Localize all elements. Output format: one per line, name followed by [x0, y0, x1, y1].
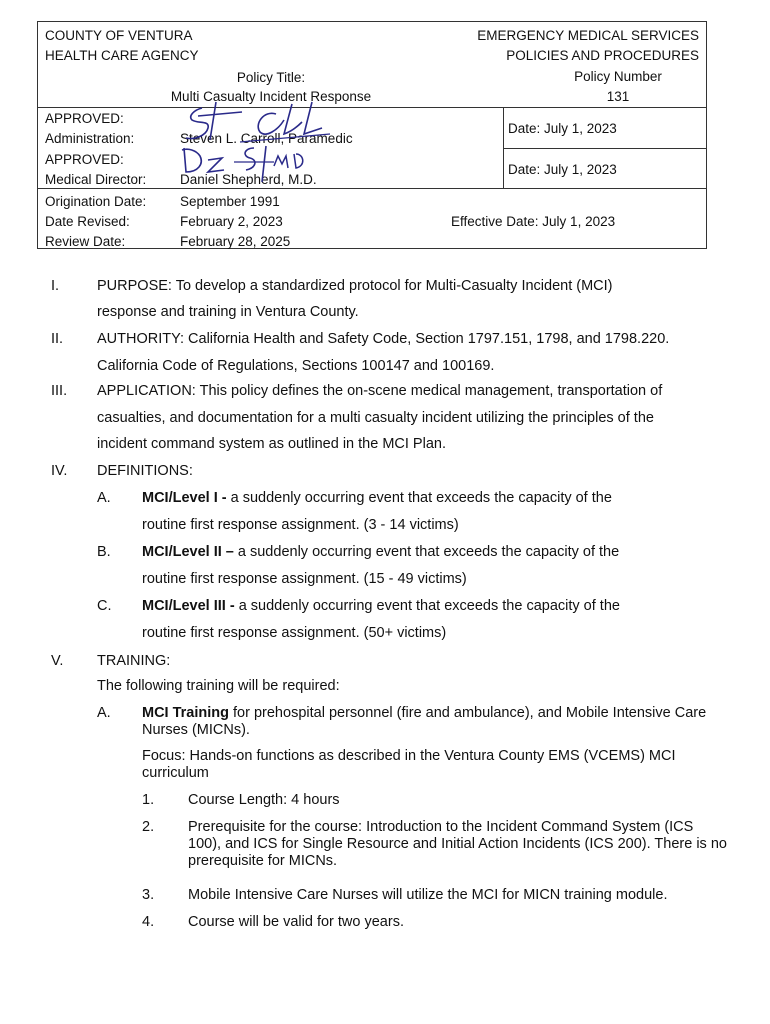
- definition-term: MCI/Level II –: [142, 544, 234, 560]
- agency-line2: HEALTH CARE AGENCY: [45, 48, 199, 63]
- purpose-text-line2: response and training in Ventura County.: [97, 304, 359, 320]
- definition-item-line2: routine first response assignment. (3 - 14 victims): [142, 517, 459, 533]
- training-item-text: Prerequisite for the course: Introduction to the Incident Command System (ICS 100), and ICS for Single Resource and Initial Action Incidents (ICS 200). There is no prerequisite for MICNs.: [188, 819, 727, 869]
- section-number: II.: [51, 331, 64, 347]
- section-number: IV.: [51, 463, 68, 479]
- section-number: I.: [51, 278, 60, 294]
- md-signature: [178, 142, 328, 188]
- header-divider: [38, 107, 706, 108]
- approved-label: APPROVED:: [45, 111, 124, 126]
- application-text-line1: APPLICATION: This policy defines the on-scene medical management, transportation of: [97, 383, 663, 399]
- training-item-a: [142, 705, 742, 739]
- definition-text: a suddenly occurring event that exceeds the capacity of the: [233, 544, 620, 560]
- policy-number-label: Policy Number: [574, 69, 662, 84]
- definition-letter: B.: [97, 544, 111, 560]
- policy-title-label: Policy Title:: [236, 70, 306, 85]
- definition-text: a suddenly occurring event that exceeds the capacity of the: [226, 490, 612, 506]
- authority-text-line2: California Code of Regulations, Sections 100147 and 100169.: [97, 358, 495, 374]
- policy-title: Multi Casualty Incident Response: [170, 89, 372, 104]
- training-item-number: 3.: [142, 887, 155, 903]
- training-letter: A.: [97, 705, 111, 721]
- training-title: TRAINING:: [97, 653, 171, 669]
- training-term: MCI Training: [142, 705, 229, 721]
- admin-name: Steven L. Carroll, Paramedic: [180, 131, 353, 146]
- section-number: V.: [51, 653, 64, 669]
- md-date: Date: July 1, 2023: [508, 162, 617, 177]
- dept-line2: POLICIES AND PROCEDURES: [506, 48, 699, 63]
- definition-item-line1: [142, 545, 619, 560]
- revised-label: Date Revised:: [45, 214, 130, 229]
- authority-text-line1: AUTHORITY: California Health and Safety Code, Section 1797.151, 1798, and 1798.220.: [97, 331, 670, 347]
- training-intro: The following training will be required:: [97, 678, 340, 694]
- header-divider: [503, 107, 504, 188]
- training-item-number: 1.: [142, 792, 155, 808]
- application-text-line3: incident command system as outlined in the MCI Plan.: [97, 436, 446, 452]
- admin-signature: [180, 100, 350, 146]
- section-number: III.: [51, 383, 68, 399]
- revised-value: February 2, 2023: [180, 214, 283, 229]
- origination-value: September 1991: [180, 194, 280, 209]
- purpose-text-line1: PURPOSE: To develop a standardized protocol for Multi-Casualty Incident (MCI): [97, 278, 613, 294]
- definition-item-line2: routine first response assignment. (50+ victims): [142, 625, 447, 641]
- header-divider: [503, 148, 706, 149]
- definition-term: MCI/Level III -: [142, 598, 235, 614]
- training-item-text: Mobile Intensive Care Nurses will utilize the MCI for MICN training module.: [188, 887, 668, 903]
- policy-number: 131: [606, 89, 630, 104]
- training-item-text: Course will be valid for two years.: [188, 914, 404, 930]
- dept-line1: EMERGENCY MEDICAL SERVICES: [477, 28, 699, 43]
- review-value: February 28, 2025: [180, 234, 291, 249]
- md-name: Daniel Shepherd, M.D.: [180, 172, 317, 187]
- admin-date: Date: July 1, 2023: [508, 121, 617, 136]
- effective-date: Effective Date: July 1, 2023: [451, 214, 616, 229]
- approved-label: APPROVED:: [45, 152, 124, 167]
- admin-label: Administration:: [45, 131, 135, 146]
- definition-letter: C.: [97, 598, 112, 614]
- training-focus: Focus: Hands-on functions as described in the Ventura County EMS (VCEMS) MCI curriculum: [142, 748, 676, 781]
- definition-text: a suddenly occurring event that exceeds the capacity of the: [234, 598, 620, 614]
- definition-letter: A.: [97, 490, 111, 506]
- md-label: Medical Director:: [45, 172, 147, 187]
- definitions-title: DEFINITIONS:: [97, 463, 193, 479]
- training-text: for prehospital personnel (fire and ambulance), and Mobile Intensive Care Nurses (MICNs).: [142, 705, 707, 738]
- definition-term: MCI/Level I -: [142, 490, 227, 506]
- training-item-text: Course Length: 4 hours: [188, 792, 340, 808]
- review-label: Review Date:: [45, 234, 126, 249]
- origination-label: Origination Date:: [45, 194, 147, 209]
- agency-line1: COUNTY OF VENTURA: [45, 28, 193, 43]
- training-item-number: 4.: [142, 914, 155, 930]
- definition-item-line1: [142, 599, 620, 614]
- definition-item-line2: routine first response assignment. (15 - 49 victims): [142, 571, 467, 587]
- training-item-number: 2.: [142, 819, 155, 835]
- application-text-line2: casualties, and documentation for a multi casualty incident utilizing the principles of the: [97, 410, 654, 426]
- policy-header-table: [37, 21, 707, 249]
- header-divider: [38, 188, 706, 189]
- definition-item-line1: [142, 491, 612, 506]
